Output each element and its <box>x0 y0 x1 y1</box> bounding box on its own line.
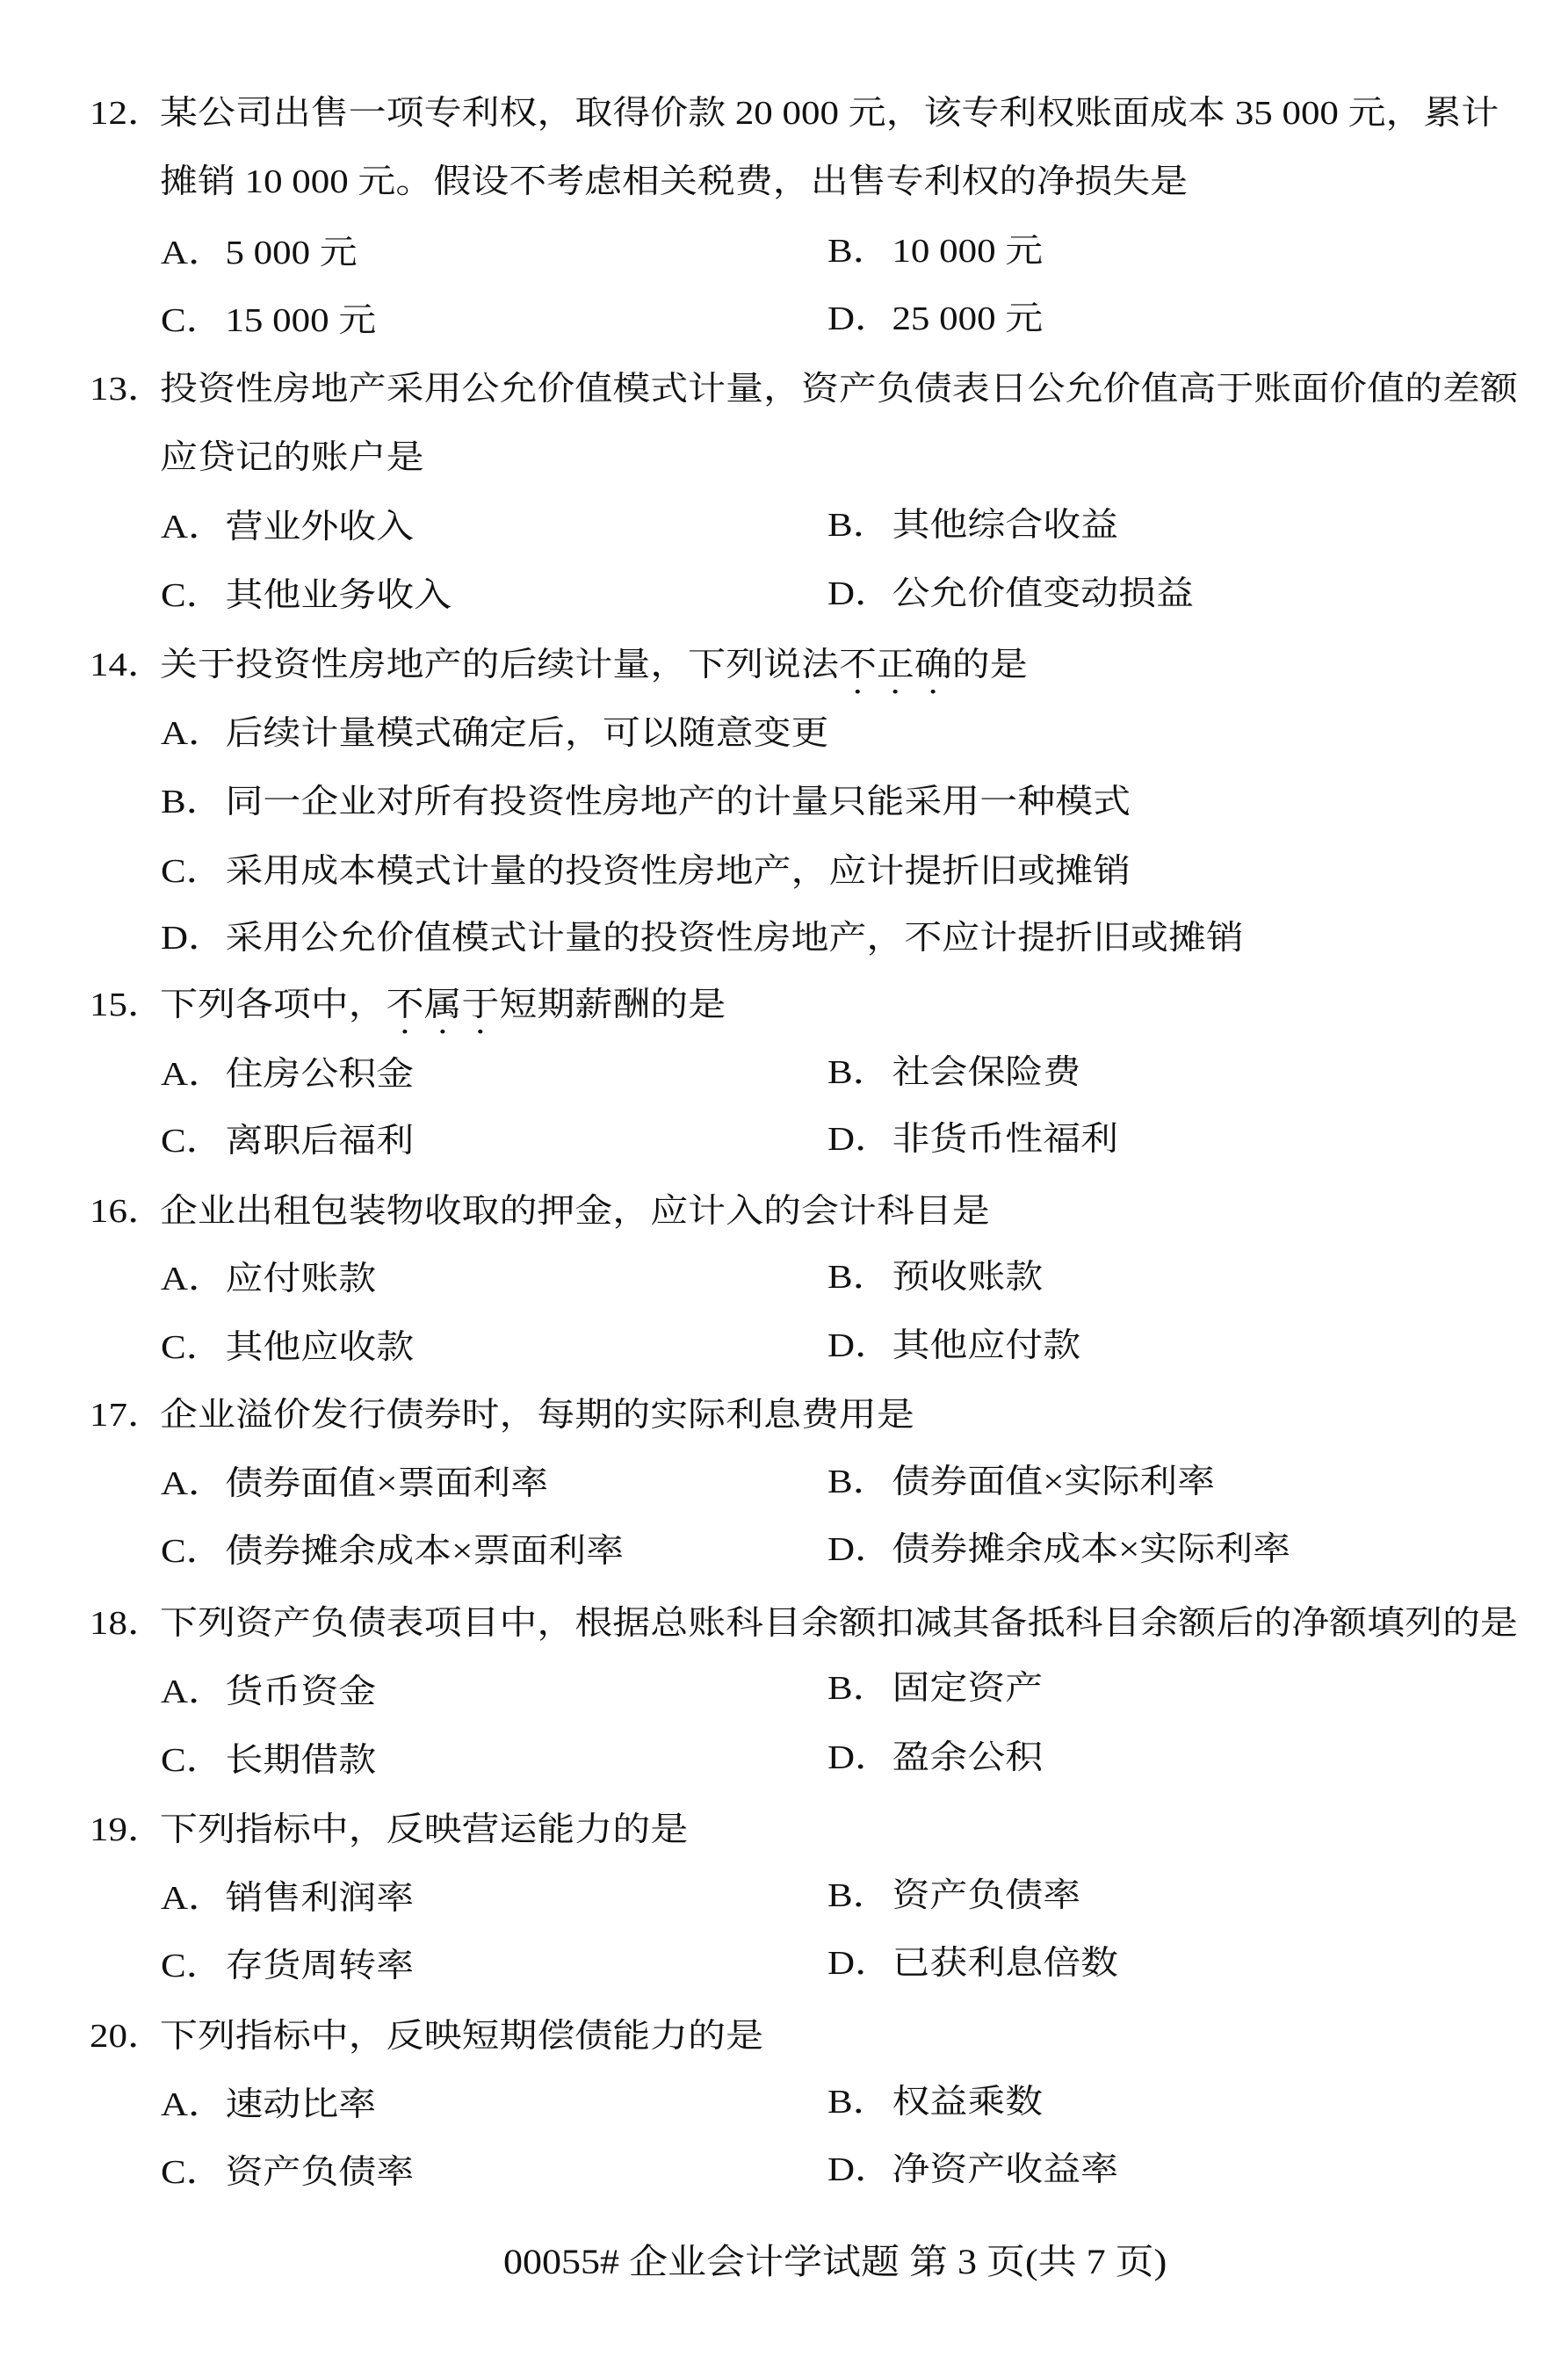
option-letter: C． <box>161 2154 224 2191</box>
option-a <box>161 1053 414 1095</box>
option-letter: D． <box>827 300 892 337</box>
option-letter: C． <box>161 1948 224 1984</box>
option-letter: A． <box>161 1056 226 1093</box>
option-letter: B． <box>827 1670 891 1707</box>
option-letter: C． <box>161 1123 224 1160</box>
option-text: 25 000 元 <box>892 300 1044 337</box>
option-c <box>161 2151 414 2194</box>
option-text: 已获利息倍数 <box>892 1945 1119 1982</box>
option-b <box>827 2081 1043 2123</box>
option-text: 其他综合收益 <box>892 507 1119 544</box>
question-stem: 某公司出售一项专利权，取得价款 20 000 元，该专利权账面成本 35 000 元，累计 <box>160 95 1499 132</box>
option-letter: B． <box>827 507 891 544</box>
option-text: 同一企业对所有投资性房地产的计量只能采用一种模式 <box>225 784 1131 820</box>
option-text: 住房公积金 <box>225 1056 415 1093</box>
option-text: 应付账款 <box>225 1261 377 1297</box>
option-d <box>161 917 1244 959</box>
stem-text: 下列各项中， <box>160 987 387 1023</box>
option-text: 长期借款 <box>225 1742 377 1779</box>
option-d <box>827 1942 1118 1984</box>
question-stem <box>160 984 726 1042</box>
option-letter: D． <box>827 575 892 612</box>
option-a <box>161 506 414 548</box>
option-a <box>161 712 829 755</box>
option-b <box>827 1256 1043 1298</box>
option-text: 社会保险费 <box>892 1054 1081 1091</box>
stem-emphasis: 不属于 <box>386 987 500 1023</box>
option-letter: A． <box>161 715 226 752</box>
option-a <box>161 1877 414 1919</box>
option-d <box>827 1737 1043 1779</box>
question-number: 20． <box>90 2018 165 2055</box>
stem-text: 关于投资性房地产的后续计量，下列说法 <box>160 647 839 683</box>
option-text: 销售利润率 <box>225 1880 415 1917</box>
option-letter: C． <box>161 302 224 339</box>
option-c <box>161 1530 624 1572</box>
option-d <box>827 1118 1118 1160</box>
option-d <box>827 1325 1080 1367</box>
option-letter: A． <box>161 235 226 271</box>
option-b <box>827 1461 1215 1503</box>
option-b <box>827 230 1043 272</box>
option-text: 非货币性福利 <box>892 1121 1119 1158</box>
option-text: 其他应收款 <box>225 1329 415 1366</box>
option-letter: B． <box>827 1877 891 1914</box>
stem-text: 的是 <box>951 647 1028 683</box>
option-c <box>161 850 1131 893</box>
question-number: 19． <box>90 1811 165 1848</box>
option-b <box>827 1875 1080 1917</box>
option-text: 营业外收入 <box>225 509 415 546</box>
option-letter: A． <box>161 1673 226 1710</box>
stem-text: 短期薪酬的是 <box>499 987 726 1023</box>
option-letter: B． <box>827 1259 891 1296</box>
option-letter: C． <box>161 1329 224 1366</box>
option-letter: B． <box>827 233 891 270</box>
option-d <box>827 573 1194 615</box>
option-letter: C． <box>161 1742 224 1779</box>
option-c <box>161 1326 414 1369</box>
option-a <box>161 1463 548 1505</box>
question-number: 14． <box>90 647 165 683</box>
option-text: 债券面值×票面利率 <box>225 1465 549 1502</box>
option-text: 债券摊余成本×实际利率 <box>892 1531 1291 1568</box>
question-number: 13． <box>90 371 165 408</box>
question-stem: 摊销 10 000 元。假设不考虑相关税费，出售专利权的净损失是 <box>160 163 1189 200</box>
option-letter: A． <box>161 1261 226 1297</box>
option-a <box>161 1671 376 1713</box>
option-d <box>827 298 1043 340</box>
option-text: 债券面值×实际利率 <box>892 1464 1216 1500</box>
option-letter: D． <box>827 1121 892 1158</box>
question-number: 12． <box>90 95 165 132</box>
question-stem: 企业出租包装物收取的押金，应计入的会计科目是 <box>160 1193 990 1230</box>
option-d <box>827 2149 1118 2191</box>
option-c <box>161 575 452 617</box>
option-letter: B． <box>827 1464 891 1500</box>
option-letter: C． <box>161 1533 224 1570</box>
option-letter: D． <box>161 920 226 957</box>
option-letter: B． <box>827 1054 891 1091</box>
option-letter: C． <box>161 577 224 614</box>
option-text: 后续计量模式确定后，可以随意变更 <box>225 715 829 752</box>
option-letter: A． <box>161 509 226 546</box>
question-stem: 下列指标中，反映短期偿债能力的是 <box>160 2018 764 2055</box>
page-footer: 00055# 企业会计学试题 第 3 页(共 7 页) <box>503 2242 1167 2281</box>
option-text: 其他业务收入 <box>225 577 452 614</box>
question-stem: 下列指标中，反映营运能力的是 <box>160 1811 689 1848</box>
option-text: 10 000 元 <box>892 233 1044 270</box>
option-a <box>161 1258 376 1300</box>
option-letter: B． <box>827 2084 891 2121</box>
option-d <box>827 1529 1290 1571</box>
question-stem: 投资性房地产采用公允价值模式计量，资产负债表日公允价值高于账面价值的差额 <box>160 371 1518 408</box>
option-c <box>161 1945 414 1987</box>
option-letter: A． <box>161 1465 226 1502</box>
question-number: 18． <box>90 1605 165 1642</box>
option-text: 资产负债率 <box>892 1877 1081 1914</box>
option-letter: C． <box>161 853 224 890</box>
option-text: 采用成本模式计量的投资性房地产，应计提折旧或摊销 <box>225 853 1131 890</box>
question-number: 17． <box>90 1397 165 1434</box>
option-a <box>161 232 358 274</box>
option-letter: D． <box>827 2151 892 2188</box>
option-text: 公允价值变动损益 <box>892 575 1194 612</box>
option-text: 权益乘数 <box>892 2084 1044 2121</box>
option-letter: D． <box>827 1327 892 1364</box>
question-number: 16． <box>90 1193 165 1230</box>
question-stem: 企业溢价发行债券时，每期的实际利息费用是 <box>160 1397 914 1434</box>
option-letter: D． <box>827 1739 892 1776</box>
question-stem: 应贷记的账户是 <box>160 439 424 476</box>
option-text: 债券摊余成本×票面利率 <box>225 1533 625 1570</box>
stem-emphasis: 不正确 <box>838 647 952 683</box>
option-text: 货币资金 <box>225 1673 377 1710</box>
option-letter: A． <box>161 2086 226 2123</box>
option-letter: A． <box>161 1880 226 1917</box>
option-text: 盈余公积 <box>892 1739 1044 1776</box>
option-text: 速动比率 <box>225 2086 377 2123</box>
option-letter: D． <box>827 1531 892 1568</box>
option-b <box>161 781 1131 823</box>
option-text: 其他应付款 <box>892 1327 1081 1364</box>
option-text: 5 000 元 <box>225 235 358 271</box>
question-stem: 下列资产负债表项目中，根据总账科目余额扣减其备抵科目余额后的净额填列的是 <box>160 1605 1518 1642</box>
option-text: 资产负债率 <box>225 2154 415 2191</box>
option-text: 采用公允价值模式计量的投资性房地产，不应计提折旧或摊销 <box>225 920 1244 957</box>
option-c <box>161 1739 376 1782</box>
option-text: 离职后福利 <box>225 1123 415 1160</box>
option-text: 15 000 元 <box>225 302 377 339</box>
option-b <box>827 1667 1043 1709</box>
option-b <box>827 1052 1080 1094</box>
option-b <box>827 504 1118 546</box>
option-text: 存货周转率 <box>225 1948 415 1984</box>
option-c <box>161 300 376 342</box>
option-letter: D． <box>827 1945 892 1982</box>
option-text: 预收账款 <box>892 1259 1044 1296</box>
question-number: 15． <box>90 987 165 1023</box>
option-c <box>161 1120 414 1162</box>
option-text: 净资产收益率 <box>892 2151 1119 2188</box>
option-letter: B． <box>161 784 224 820</box>
option-a <box>161 2084 376 2126</box>
option-text: 固定资产 <box>892 1670 1044 1707</box>
question-stem <box>160 644 1028 702</box>
